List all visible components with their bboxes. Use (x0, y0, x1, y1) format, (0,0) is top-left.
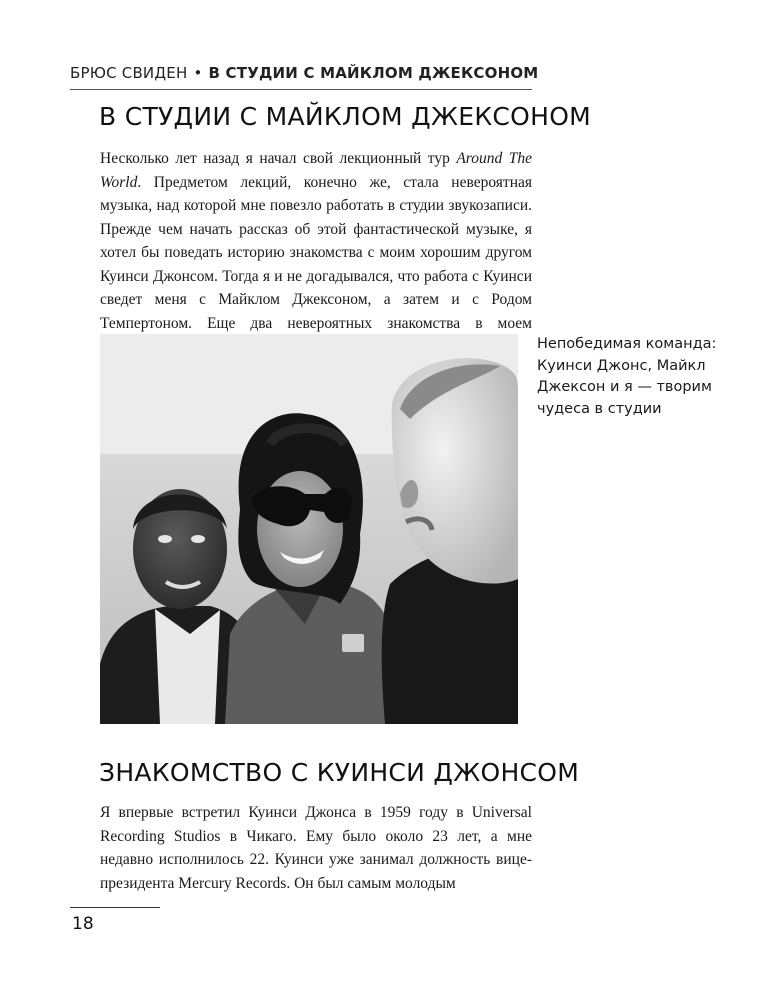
studio-photo (100, 334, 518, 724)
running-head-bullet: • (193, 64, 203, 82)
intro-text-start: Несколько лет назад я начал свой лекционный тур (100, 150, 457, 167)
intro-text-end: . Предметом лекций, конечно же, стала невероятная музыка, над которой мне повезло работать в студии звукозаписи. Прежде чем начать рассказ об этой фантастической музыке, я хотел бы поведать историю знакомства с моим хорошим другом Куинси Джонсом. Тогда я и не догадывался, что работа с Куинси сведет меня с Майклом Джексоном, а затем и с Родом Темпертоном. Еще два невероятных знакомства в моем (100, 173, 532, 332)
running-head (70, 64, 539, 82)
page-number: 18 (72, 914, 94, 934)
section-heading-quincy: ЗНАКОМСТВО С КУИНСИ ДЖОНСОМ (99, 758, 580, 787)
intro-paragraph (100, 147, 532, 359)
running-head-author: БРЮС СВИДЕН (70, 64, 188, 82)
section-heading-studio: В СТУДИИ С МАЙКЛОМ ДЖЕКСОНОМ (99, 102, 592, 131)
header-rule (70, 89, 532, 90)
quincy-paragraph: Я впервые встретил Куинси Джонса в 1959 году в Universal Recording Studios в Чикаго. Ему было около 23 лет, а мне недавно исполнилось 22. Куинси уже занимал должность вице-президента Mercury Records. Он был самым молодым (100, 804, 532, 892)
tour-name: Around The World (100, 150, 532, 191)
running-head-title: В СТУДИИ С МАЙКЛОМ ДЖЕКСОНОМ (208, 64, 539, 82)
photo-caption: Непобедимая команда: Куинси Джонс, Майкл Джексон и я — творим чудеса в студии (537, 336, 717, 417)
footer-rule (70, 907, 160, 908)
